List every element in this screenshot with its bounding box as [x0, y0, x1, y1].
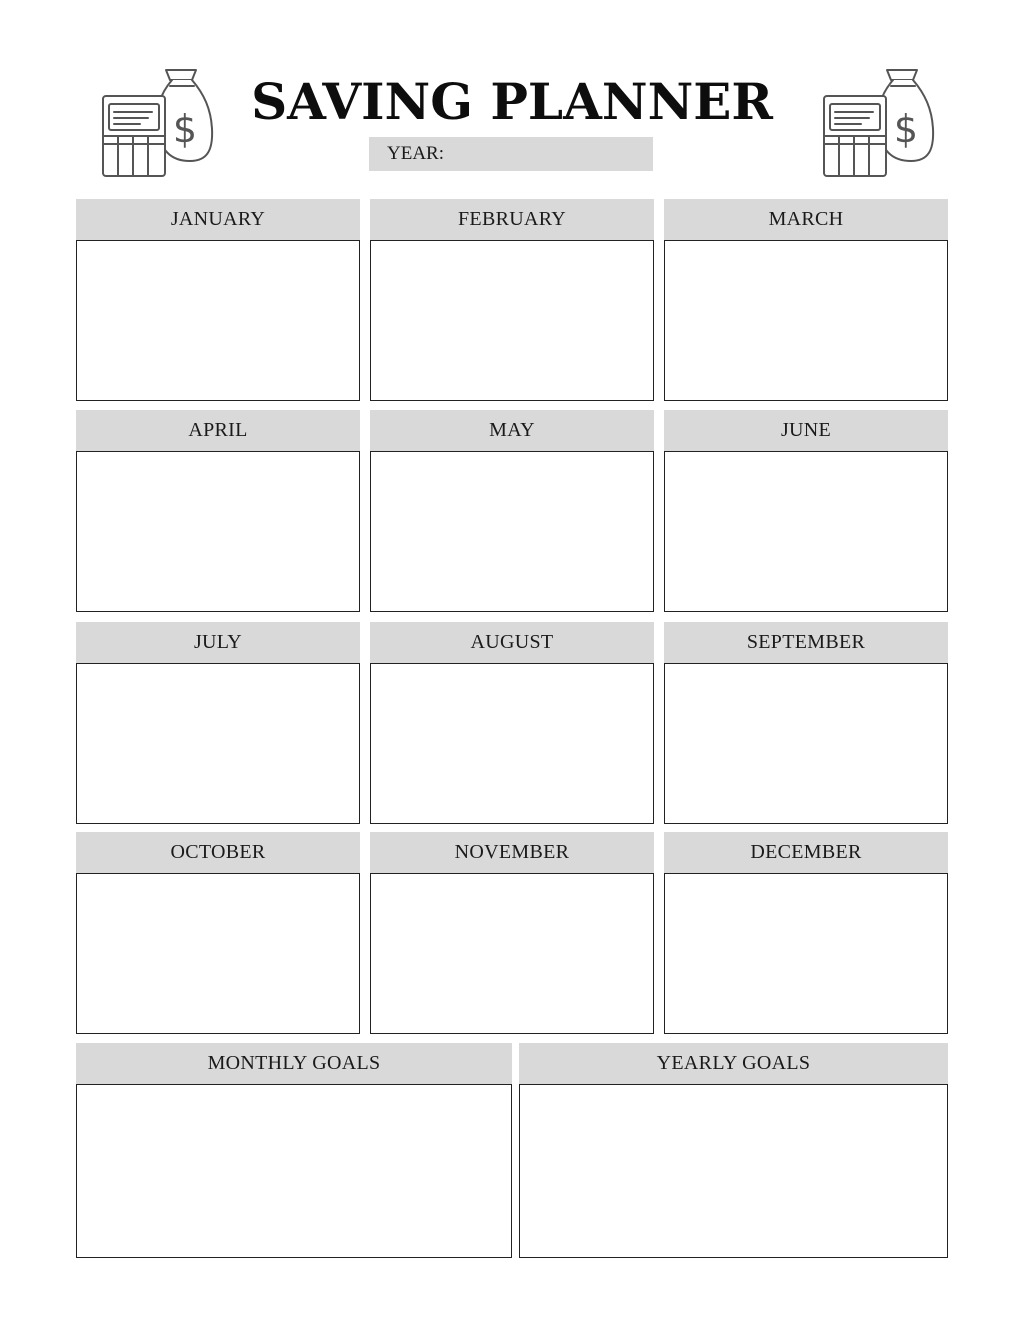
- month-header: MAY: [370, 410, 654, 451]
- month-entry-box[interactable]: [664, 873, 948, 1034]
- month-block-july: [76, 622, 360, 824]
- month-block-may: [370, 410, 654, 612]
- month-header: AUGUST: [370, 622, 654, 663]
- month-entry-box[interactable]: [76, 873, 360, 1034]
- month-entry-box[interactable]: [76, 663, 360, 824]
- yearly-goals-header: YEARLY GOALS: [519, 1043, 948, 1084]
- monthly-goals-header: MONTHLY GOALS: [76, 1043, 512, 1084]
- month-header: JUNE: [664, 410, 948, 451]
- month-header: OCTOBER: [76, 832, 360, 873]
- month-header: FEBRUARY: [370, 199, 654, 240]
- year-field[interactable]: [369, 137, 653, 171]
- month-block-december: [664, 832, 948, 1034]
- month-entry-box[interactable]: [76, 240, 360, 401]
- month-header: JULY: [76, 622, 360, 663]
- monthly-goals-block: [76, 1043, 512, 1258]
- page-title: SAVING PLANNER: [251, 72, 773, 131]
- month-block-january: [76, 199, 360, 401]
- monthly-goals-box[interactable]: [76, 1084, 512, 1258]
- calculator-money-bag-icon: [821, 64, 936, 179]
- svg-text:$: $: [172, 107, 198, 151]
- month-block-october: [76, 832, 360, 1034]
- month-entry-box[interactable]: [664, 451, 948, 612]
- month-entry-box[interactable]: [664, 663, 948, 824]
- month-block-april: [76, 410, 360, 612]
- month-block-november: [370, 832, 654, 1034]
- month-block-february: [370, 199, 654, 401]
- month-header: DECEMBER: [664, 832, 948, 873]
- month-entry-box[interactable]: [370, 451, 654, 612]
- month-header: NOVEMBER: [370, 832, 654, 873]
- month-block-june: [664, 410, 948, 612]
- month-entry-box[interactable]: [664, 240, 948, 401]
- year-label: YEAR:: [387, 143, 444, 164]
- month-header: SEPTEMBER: [664, 622, 948, 663]
- yearly-goals-block: [519, 1043, 948, 1258]
- month-block-september: [664, 622, 948, 824]
- calculator-money-bag-icon: [100, 64, 215, 179]
- month-header: JANUARY: [76, 199, 360, 240]
- month-entry-box[interactable]: [370, 663, 654, 824]
- svg-text:$: $: [893, 107, 919, 151]
- month-entry-box[interactable]: [370, 240, 654, 401]
- month-header: MARCH: [664, 199, 948, 240]
- month-block-august: [370, 622, 654, 824]
- month-block-march: [664, 199, 948, 401]
- month-entry-box[interactable]: [370, 873, 654, 1034]
- month-header: APRIL: [76, 410, 360, 451]
- month-entry-box[interactable]: [76, 451, 360, 612]
- yearly-goals-box[interactable]: [519, 1084, 948, 1258]
